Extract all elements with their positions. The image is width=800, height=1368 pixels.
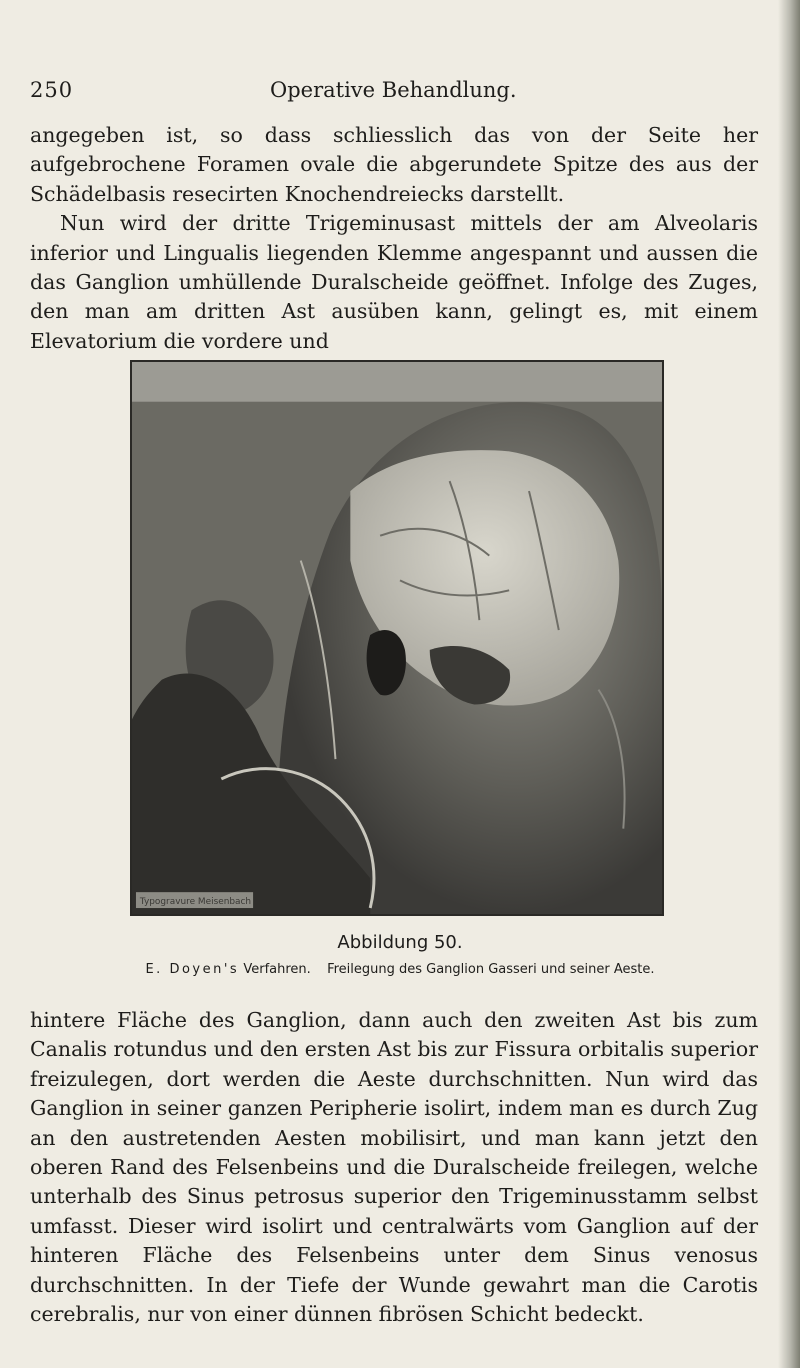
figure-caption (0, 962, 800, 977)
running-title: Operative Behandlung. (270, 78, 517, 102)
figure-imprint: Typogravure Meisenbach (139, 897, 252, 908)
page-edge-shadow (778, 0, 800, 1368)
figure-illustration (130, 360, 664, 916)
caption-method: Verfahren. (243, 962, 311, 977)
paragraph: angegeben ist, so dass schliesslich das von der Seite her aufgebrochene Foramen ovale die abgerundete Spitze des aus der Schädelbasis resecirten Knochendreiecks darstellt. (30, 123, 758, 206)
figure-label: Abbildung 50. (337, 932, 463, 953)
page-header (30, 78, 770, 108)
paragraph: hintere Fläche des Ganglion, dann auch den zweiten Ast bis zum Canalis rotundus und den ersten Ast bis zur Fissura orbitalis superior freizulegen, dort werden die Aeste durchschnitten. Nun wird das Ganglion in seiner ganzen Peripherie isolirt, indem man es durch Zug an den austretenden Aesten mobilisirt, und man kann jetzt den oberen Rand des Felsenbeins und die Duralscheide freilegen, welche unterhalb des Sinus petrosus superior den Trigeminusstamm selbst umfasst. Dieser wird isolirt und centralwärts vom Ganglion auf der hinteren Fläche des Felsenbeins unter dem Sinus venosus durchschnitten. In der Tiefe der Wunde gewahrt man die Carotis cerebralis, nur von einer dünnen fibrösen Schicht bedeckt. (30, 1008, 758, 1327)
head-dissection-illustration (132, 362, 662, 914)
paragraph: Nun wird der dritte Trigeminusast mittels der am Alveolaris inferior und Lingualis liegenden Klemme angespannt und aussen die das Ganglion umhüllende Duralscheide geöffnet. Infolge des Zuges, den man am dritten Ast ausüben kann, gelingt es, mit einem Elevatorium die vordere und (30, 211, 758, 353)
page-number: 250 (30, 78, 74, 102)
body-text-bottom (30, 1006, 758, 1329)
body-text-top (30, 121, 758, 356)
caption-description: Freilegung des Ganglion Gasseri und seiner Aeste. (327, 962, 655, 977)
caption-author: E. Doyen's (145, 962, 240, 977)
